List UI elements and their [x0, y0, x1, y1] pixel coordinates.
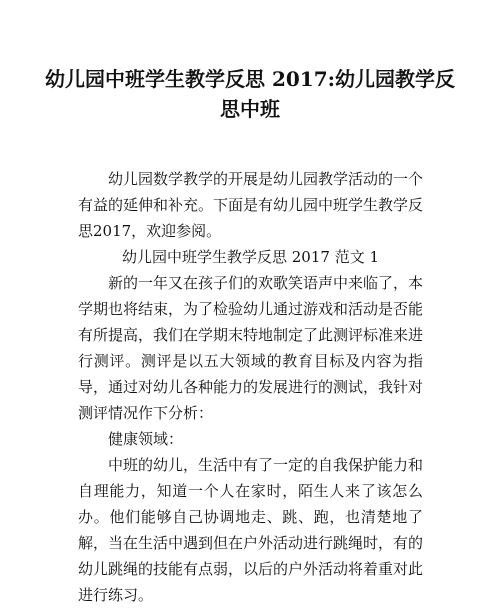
body-paragraph-1: 新的一年又在孩子们的欢歌笑语声中来临了，本学期也将结束，为了检验幼儿通过游戏和活动是否能有所提高，我们在学期末特地制定了此测评标准来进行测评。测评是以五大领域的教育目标及内容为指导，通过对幼儿各种能力的发展进行的测试，我针对测评情况作下分析： [78, 274, 424, 422]
document-body [78, 244, 423, 608]
health-section-heading: 健康领域： [108, 430, 184, 448]
body-paragraph-2: 中班的幼儿，生活中有了一定的自我保护能力和自理能力，知道一个人在家时，陌生人来了该怎么办。他们能够自己协调地走、跳、跑，也清楚地了解，当在生活中遇到但在户外活动进行跳绳时，有的幼儿跳绳的技能有点弱，以后的户外活动将着重对此进行练习。 [78, 456, 424, 604]
sample-essay-heading: 幼儿园中班学生教学反思 2017 范文 1 [121, 248, 380, 266]
intro-paragraph: 幼儿园数学教学的开展是幼儿园教学活动的一个有益的延伸和补充。下面是有幼儿园中班学生教学反思2017，欢迎参阅。 [78, 170, 424, 240]
document-title: 幼儿园中班学生教学反思 2017:幼儿园教学反思中班 [44, 67, 455, 121]
